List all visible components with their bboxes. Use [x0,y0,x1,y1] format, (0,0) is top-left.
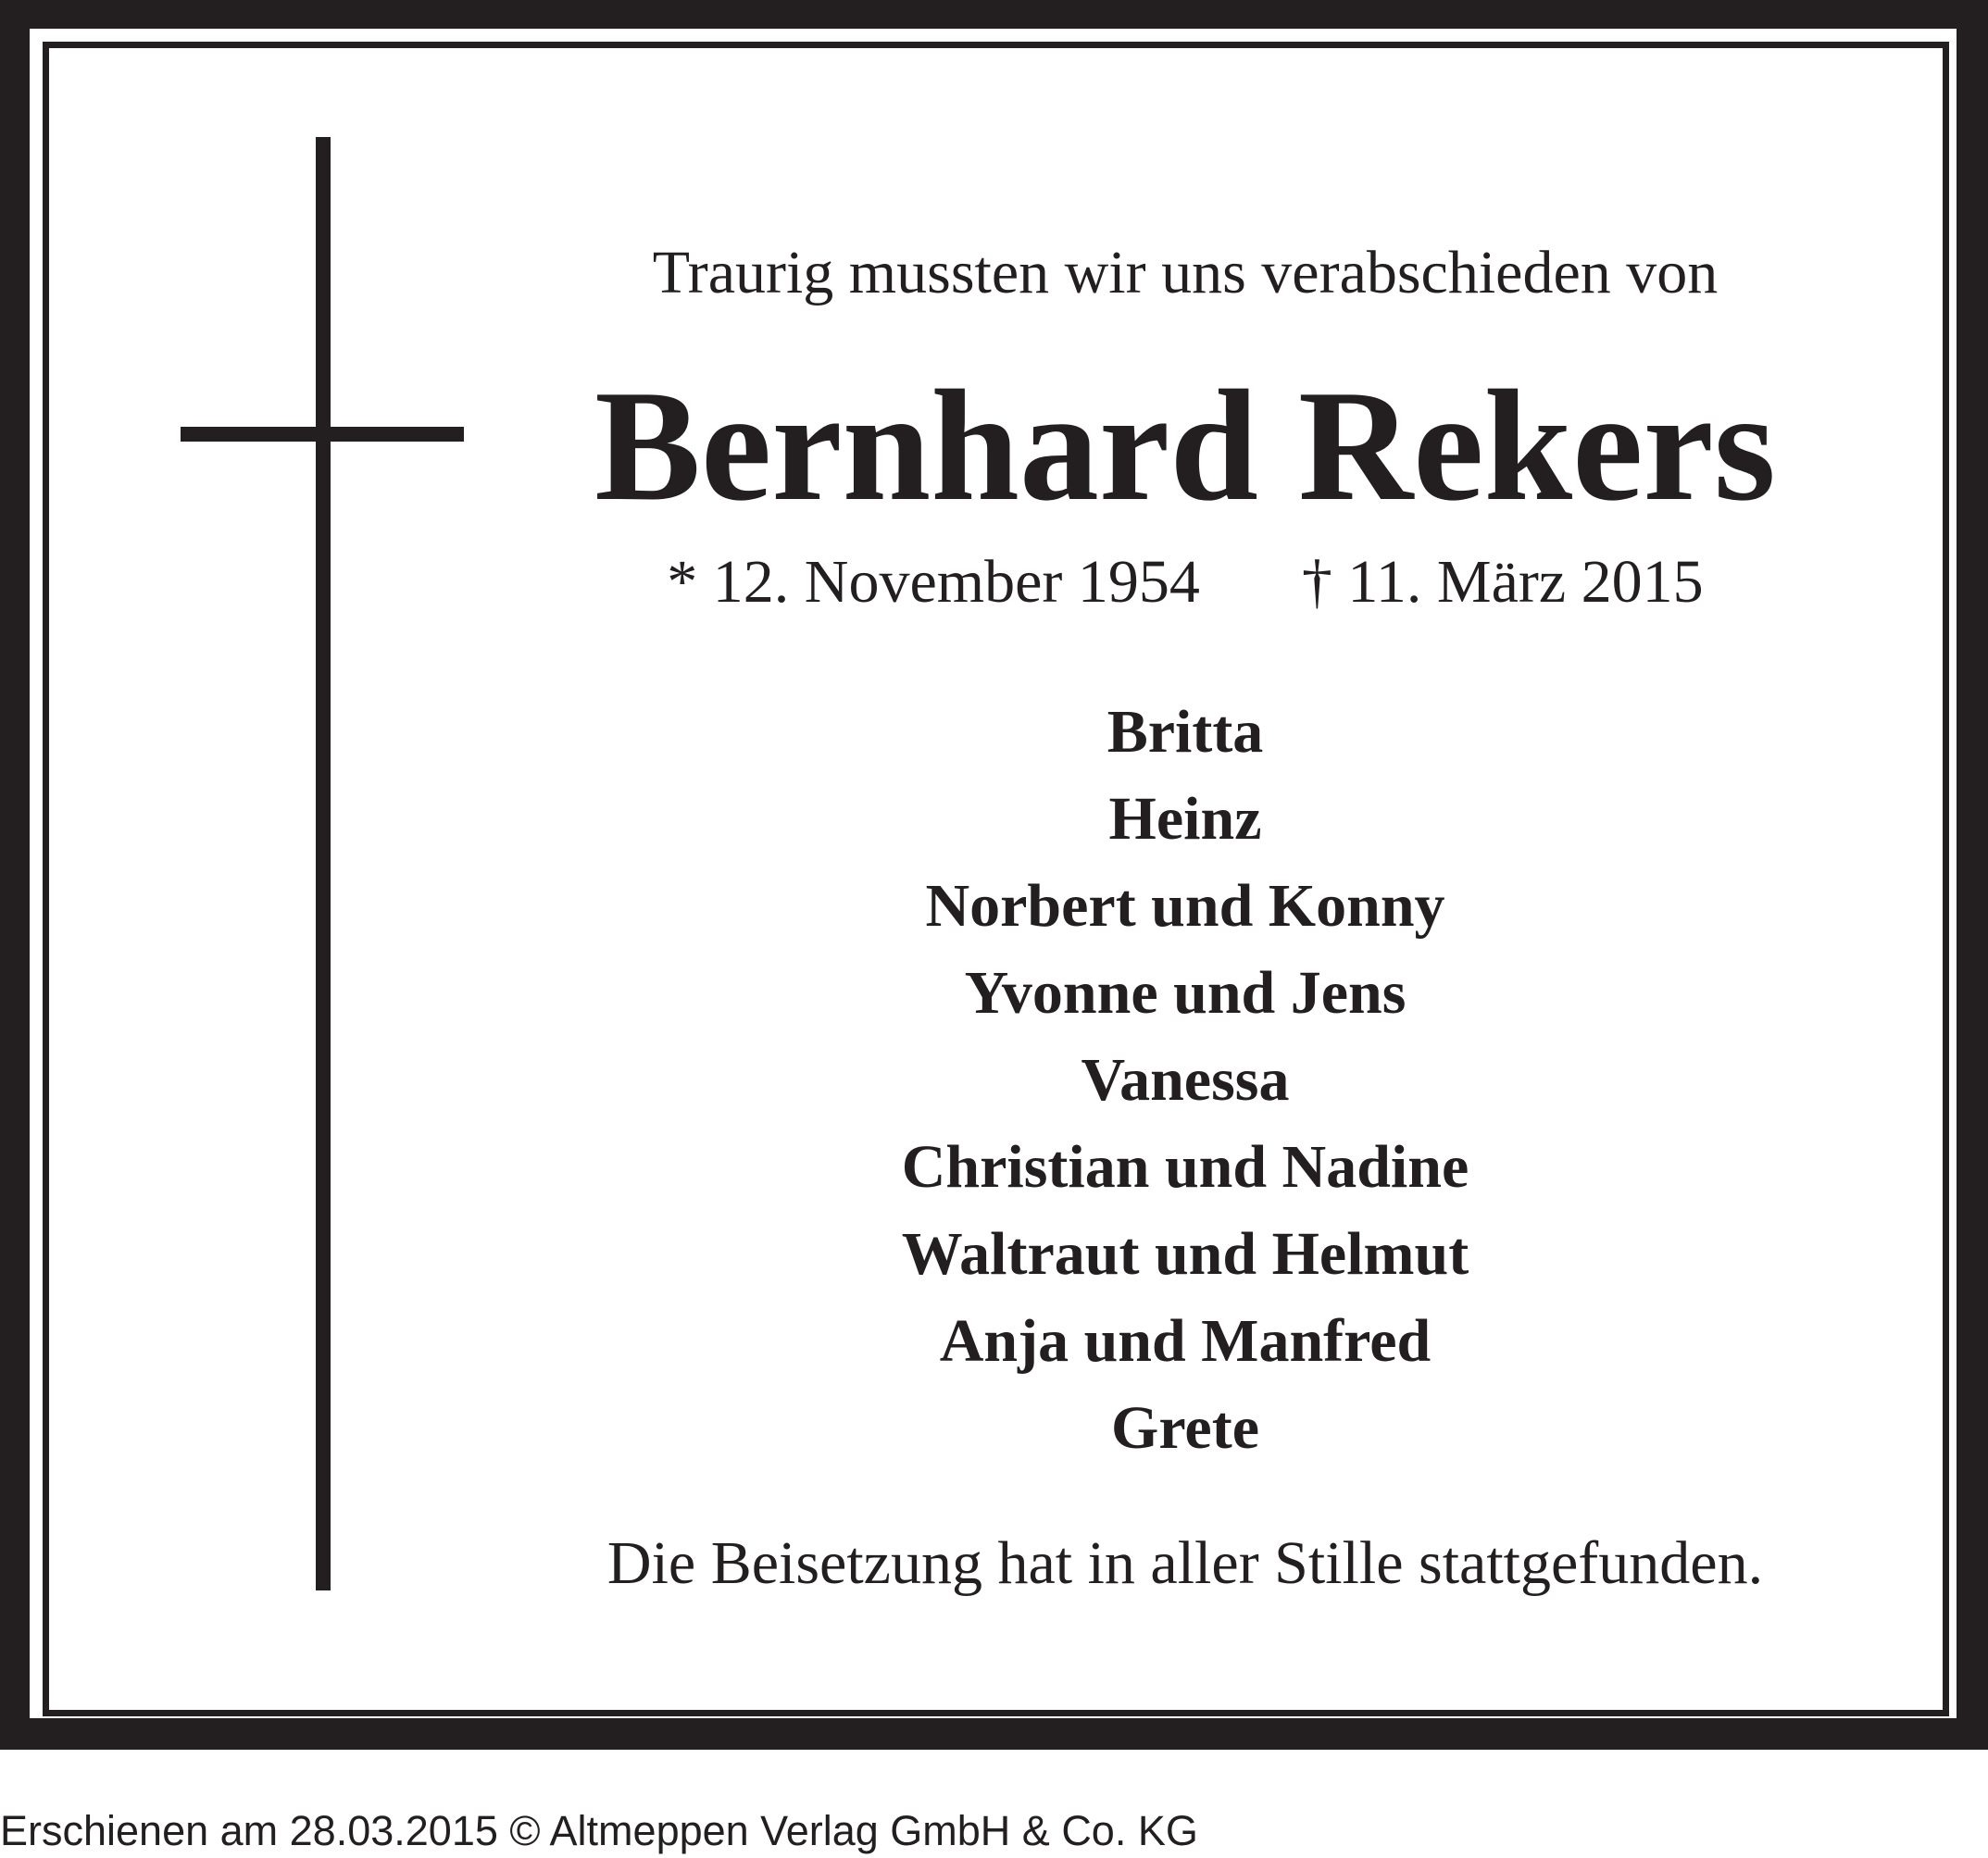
death-date: † 11. März 2015 [1301,548,1704,616]
mourner-name: Grete [1110,1394,1259,1462]
burial-note: Die Beisetzung hat in aller Stille stattgefunden. [606,1529,1764,1597]
mourner-name: Vanessa [1081,1046,1290,1114]
mourner-name: Yvonne und Jens [964,959,1407,1027]
deceased-name: Bernhard Rekers [594,358,1776,534]
mourner-name: Heinz [1108,785,1262,853]
mourner-name: Anja und Manfred [939,1307,1432,1375]
cross-horizontal-bar [181,427,464,442]
mourners-list [519,689,1852,1472]
birth-date: * 12. November 1954 [667,548,1200,616]
mourner-name: Christian und Nadine [901,1133,1469,1201]
mourner-name: Norbert und Konny [925,872,1445,940]
mourner-name: Waltraut und Helmut [901,1220,1469,1288]
life-dates [519,545,1852,619]
publication-footer: Erschienen am 28.03.2015 © Altmeppen Verlag GmbH & Co. KG [0,1807,1198,1854]
mourner-name: Britta [1107,698,1264,766]
obituary-intro: Traurig mussten wir uns verabschieden von [652,239,1719,306]
cross-vertical-bar [316,137,331,1590]
